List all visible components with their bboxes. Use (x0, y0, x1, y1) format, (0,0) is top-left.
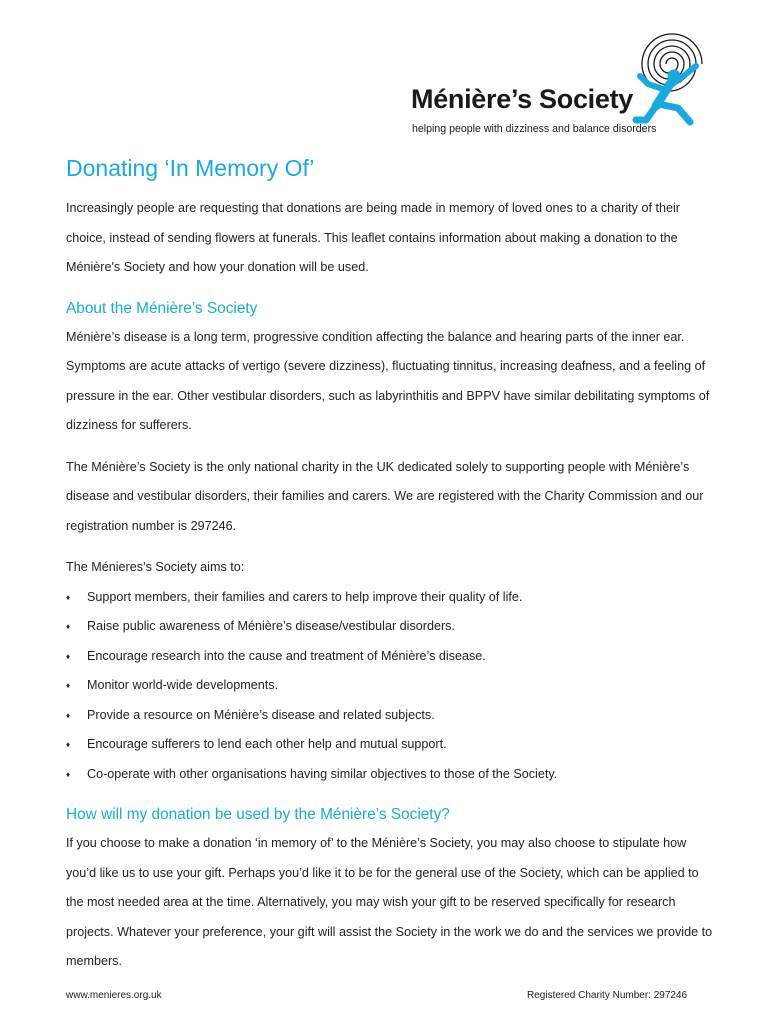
footer-charity-number: Registered Charity Number: 297246 (527, 990, 688, 1001)
usage-paragraph: If you choose to make a donation ‘in memory of’ to the Ménière’s Society, you may also choose to stipulate how you’d like us to use your gift. Perhaps you’d like it to be for the general use of the Society, which can be applied to the most needed area at the time. Alternatively, you may wish your gift to be reserved specifically for research projects. Whatever your preference, your gift will assist the Society in the work we do and the services we provide to members. (66, 836, 713, 968)
list-item: ♦ Monitor world-wide developments. (66, 671, 716, 701)
list-item: ♦ Co-operate with other organisations having similar objectives to those of the Society. (66, 760, 716, 790)
list-item: ♦ Raise public awareness of Ménière’s disease/vestibular disorders. (66, 612, 716, 642)
bullet-icon: ♦ (66, 622, 71, 631)
document-body (66, 152, 716, 989)
bullet-icon: ♦ (66, 710, 71, 720)
document-title: Donating ‘In Memory Of’ (66, 155, 315, 181)
society-logo (400, 28, 730, 140)
logo-name: Ménière’s Society (411, 84, 634, 114)
about-heading: About the Ménière’s Society (66, 299, 258, 317)
footer-website: www.menieres.org.uk (66, 990, 162, 1001)
list-item: ♦ Support members, their families and carers to help improve their quality of life. (66, 583, 716, 613)
logo-tagline: helping people with dizziness and balance disorders (412, 123, 657, 135)
bullet-icon: ♦ (66, 592, 71, 602)
bullet-icon: ♦ (66, 651, 71, 661)
person-spiral-icon (626, 28, 718, 128)
usage-heading: How will my donation be used by the Ménière’s Society? (66, 806, 450, 823)
aims-list (66, 583, 716, 790)
bullet-icon: ♦ (66, 681, 71, 690)
about-paragraph-2: The Ménière’s Society is the only national charity in the UK dedicated solely to supporting people with Ménière’s disease and vestibular disorders, their families and carers. We are registered with the Charity Commission and our registration number is 297246. (66, 459, 704, 533)
list-item: ♦ Encourage research into the cause and treatment of Ménière’s disease. (66, 642, 716, 672)
bullet-icon: ♦ (66, 769, 71, 779)
intro-paragraph: Increasingly people are requesting that donations are being made in memory of loved ones to a charity of their choice, instead of sending flowers at funerals. This leaflet contains information about making a donation to the Ménière's Society and how your donation will be used. (66, 201, 680, 274)
bullet-icon: ♦ (66, 740, 71, 749)
list-item: ♦ Encourage sufferers to lend each other help and mutual support. (66, 730, 716, 760)
aims-intro: The Ménieres’s Society aims to: (66, 560, 245, 574)
list-item: ♦ Provide a resource on Ménière’s disease and related subjects. (66, 701, 716, 731)
about-paragraph-1: Ménière’s disease is a long term, progressive condition affecting the balance and hearing parts of the inner ear. Symptoms are acute attacks of vertigo (severe dizziness), fluctuating tinnitus, increasing deafness, and a feeling of pressure in the ear. Other vestibular disorders, such as labyrinthitis and BPPV have similar debilitating symptoms of dizziness for sufferers. (66, 329, 710, 432)
